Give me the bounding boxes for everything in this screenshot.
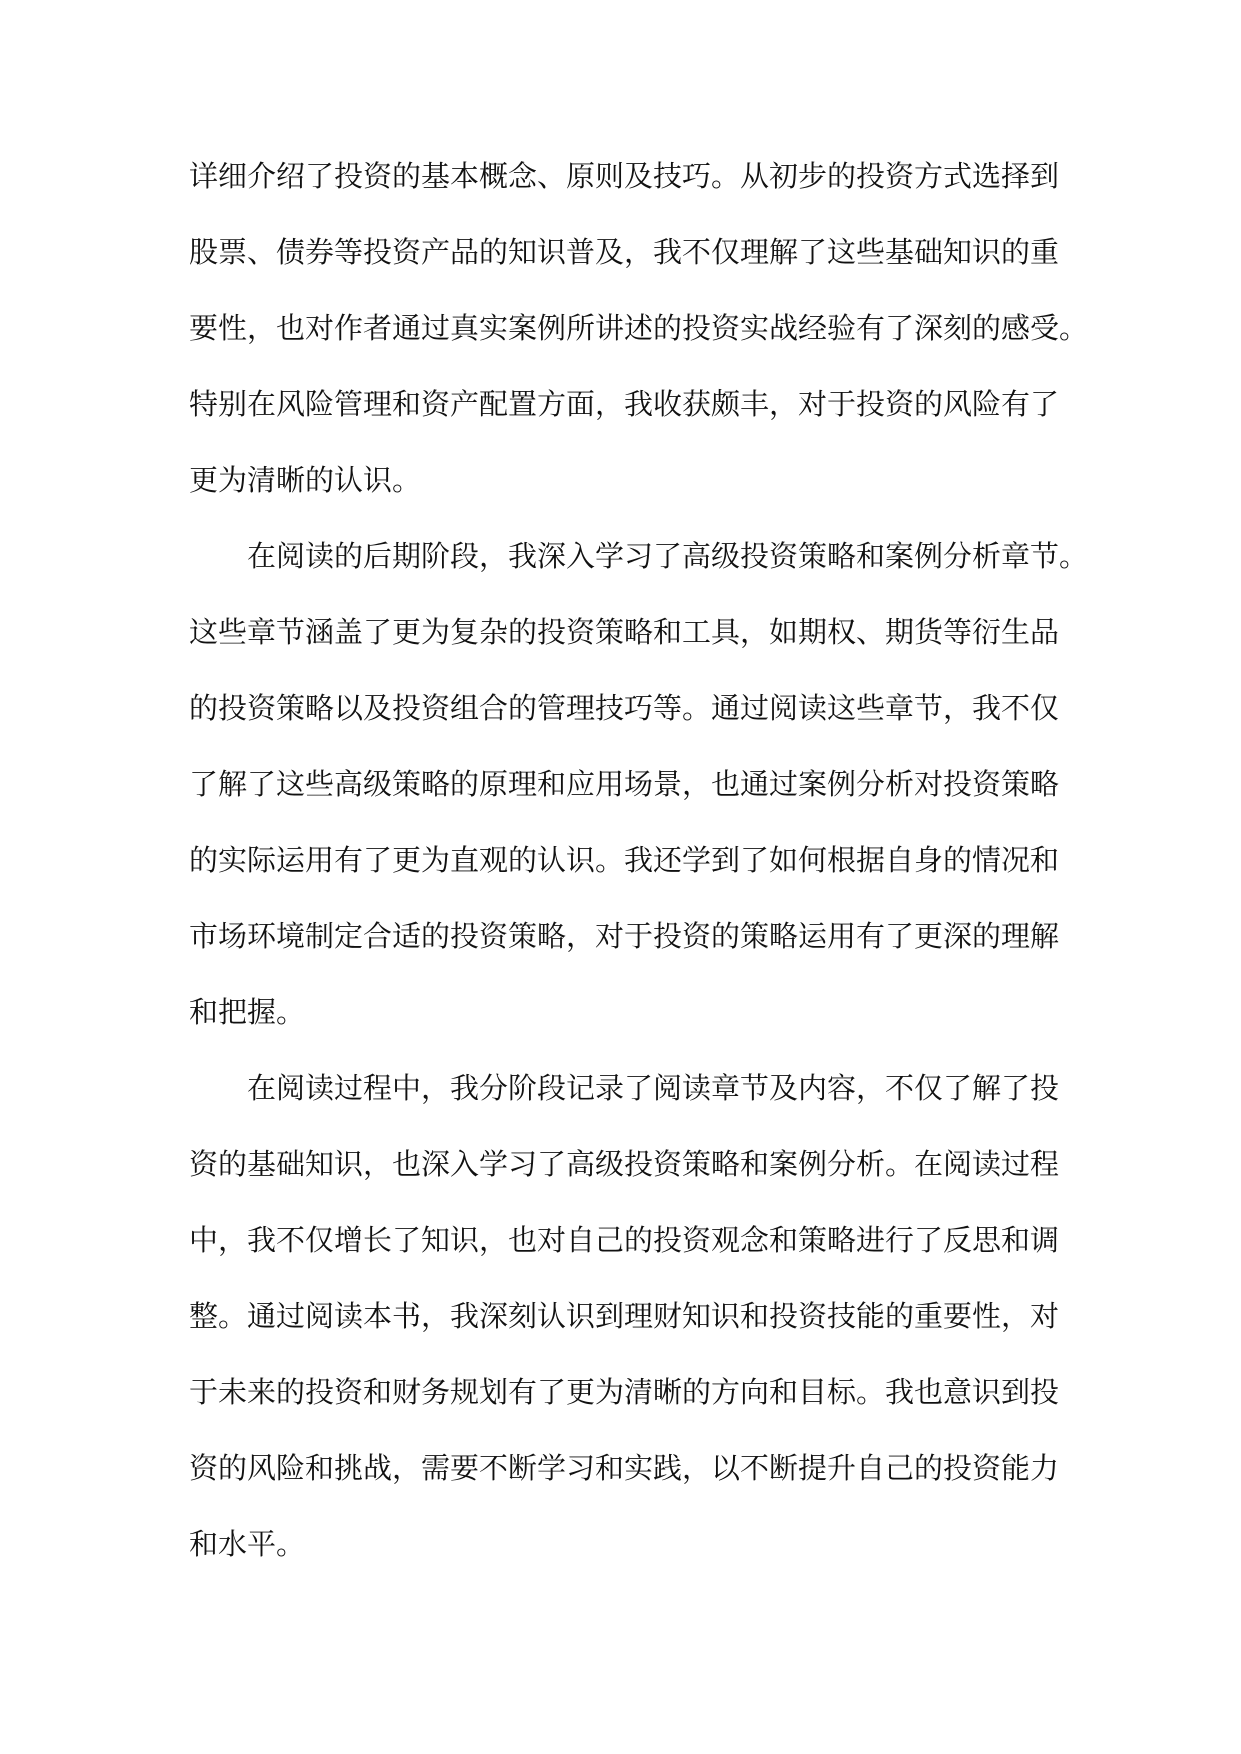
paragraph-line: 特别在风险管理和资产配置方面，我收获颇丰，对于投资的风险有了	[189, 387, 1060, 421]
paragraph-line: 的实际运用有了更为直观的认识。我还学到了如何根据自身的情况和	[189, 843, 1060, 877]
paragraph-line: 在阅读过程中，我分阶段记录了阅读章节及内容，不仅了解了投	[247, 1071, 1060, 1105]
paragraph-line: 股票、债券等投资产品的知识普及，我不仅理解了这些基础知识的重	[189, 235, 1060, 269]
paragraph-line: 要性，也对作者通过真实案例所讲述的投资实战经验有了深刻的感受。	[189, 311, 1089, 345]
paragraph-line: 更为清晰的认识。	[189, 463, 422, 497]
paragraph-line: 资的风险和挑战，需要不断学习和实践，以不断提升自己的投资能力	[189, 1451, 1060, 1485]
paragraph-line: 市场环境制定合适的投资策略，对于投资的策略运用有了更深的理解	[189, 919, 1060, 953]
paragraph-line: 于未来的投资和财务规划有了更为清晰的方向和目标。我也意识到投	[189, 1375, 1060, 1409]
paragraph-line: 这些章节涵盖了更为复杂的投资策略和工具，如期权、期货等衍生品	[189, 615, 1060, 649]
paragraph-line: 的投资策略以及投资组合的管理技巧等。通过阅读这些章节，我不仅	[189, 691, 1060, 725]
paragraph-line: 详细介绍了投资的基本概念、原则及技巧。从初步的投资方式选择到	[189, 159, 1060, 193]
paragraph-line: 和水平。	[189, 1527, 306, 1561]
paragraph-line: 资的基础知识，也深入学习了高级投资策略和案例分析。在阅读过程	[189, 1147, 1060, 1181]
paragraph-line: 中，我不仅增长了知识，也对自己的投资观念和策略进行了反思和调	[189, 1223, 1060, 1257]
paragraph-line: 和把握。	[189, 995, 306, 1029]
paragraph-line: 了解了这些高级策略的原理和应用场景，也通过案例分析对投资策略	[189, 767, 1060, 801]
paragraph-line: 整。通过阅读本书，我深刻认识到理财知识和投资技能的重要性，对	[189, 1299, 1060, 1333]
paragraph-line: 在阅读的后期阶段，我深入学习了高级投资策略和案例分析章节。	[247, 539, 1089, 573]
